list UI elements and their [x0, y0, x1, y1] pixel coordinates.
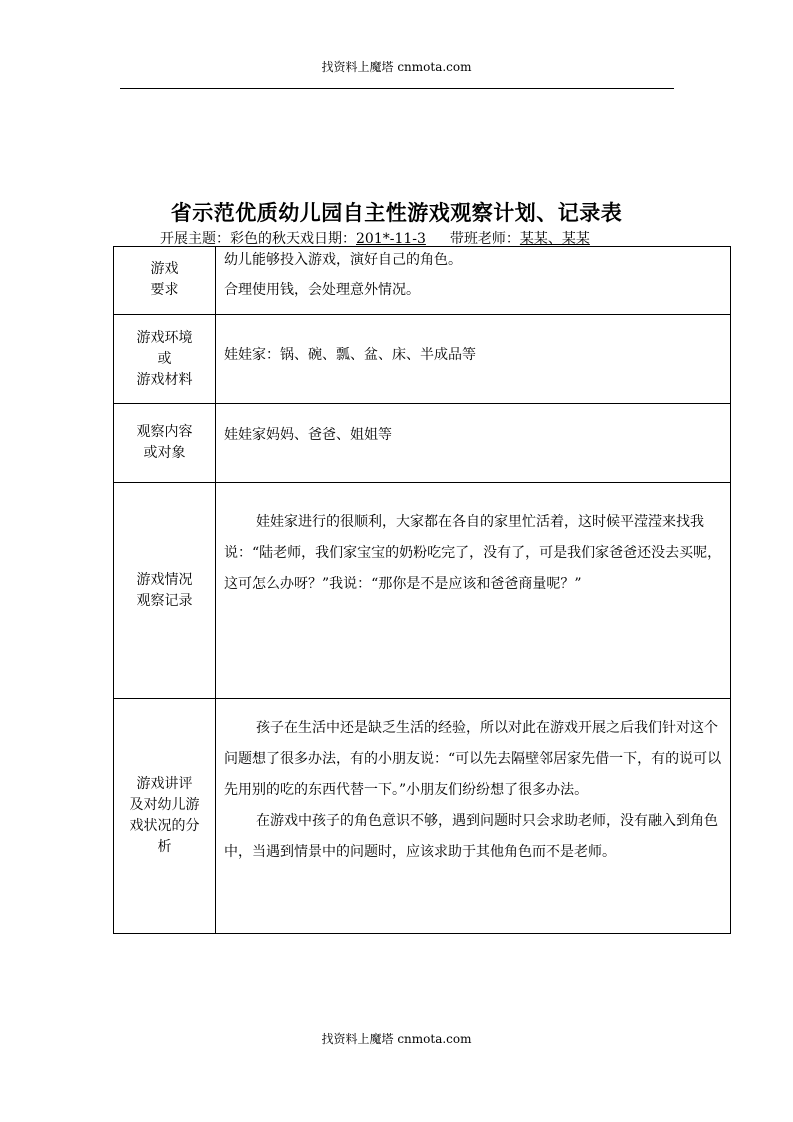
- requirement-item: 合理使用钱，会处理意外情况。: [224, 282, 420, 298]
- label-line: 游戏情况: [136, 571, 193, 588]
- document-title: 省示范优质幼儿园自主性游戏观察计划、记录表: [170, 200, 623, 225]
- label-line: 戏状况的分: [129, 818, 200, 834]
- label-line: 及对幼儿游: [129, 797, 200, 813]
- record-paragraph: 娃娃家进行的很顺利，大家都在各自的家里忙活着，这时候平滢滢来找我说：“陆老师，我们家宝宝的奶粉吃完了，没有了，可是我们家爸爸还没去买呢，这可怎么办呀？”我说：“那你是不是应该和爸爸商量呢？”: [224, 514, 722, 592]
- label-line: 游戏: [150, 261, 179, 277]
- analysis-paragraph: 在游戏中孩子的角色意识不够，遇到问题时只会求助老师，没有融入到角色中，当遇到情景中的问题时，应该求助于其他角色而不是老师。: [224, 813, 718, 860]
- label-line: 或对象: [143, 445, 186, 461]
- row-requirements: [114, 247, 731, 315]
- record-table: [113, 246, 731, 934]
- content-observation-target: [216, 404, 731, 483]
- row-environment: [114, 315, 731, 404]
- date-value: 201*-11-3: [356, 231, 426, 247]
- row-record: [114, 483, 731, 699]
- content-environment: [216, 315, 731, 404]
- label-line: 游戏环境: [136, 329, 193, 346]
- label-observation-target: [114, 404, 216, 483]
- requirement-item: 幼儿能够投入游戏，演好自己的角色。: [224, 252, 462, 268]
- observation-target-text: 娃娃家妈妈、爸爸、姐姐等: [224, 427, 392, 443]
- page-header: 找资料上魔塔 cnmota.com: [321, 60, 472, 74]
- row-analysis: [114, 699, 731, 934]
- label-requirements: [114, 247, 216, 315]
- page-footer: 找资料上魔塔 cnmota.com: [321, 1032, 472, 1046]
- analysis-paragraph: 孩子在生活中还是缺乏生活的经验，所以对此在游戏开展之后我们针对这个问题想了很多办法，有的小朋友说：“可以先去隔壁邻居家先借一下，有的说可以先用别的吃的东西代替一下。”小朋友们纷纷想了很多办法。: [224, 720, 722, 798]
- label-record: [114, 483, 216, 699]
- row-observation-target: [114, 404, 731, 483]
- label-line: 或: [157, 350, 172, 367]
- content-analysis: [216, 699, 731, 934]
- label-analysis: [114, 699, 216, 934]
- header-divider: [120, 88, 674, 89]
- label-environment: [114, 315, 216, 404]
- teacher-value: 某某、某某: [519, 231, 590, 247]
- label-line: 要求: [150, 282, 179, 298]
- label-line: 观察内容: [136, 424, 193, 440]
- content-requirements: [216, 247, 731, 315]
- theme-and-date-label: 开展主题：彩色的秋天戏日期：: [160, 231, 356, 247]
- label-line: 游戏讲评: [136, 776, 193, 792]
- environment-text: 娃娃家：锅、碗、瓢、盆、床、半成品等: [224, 347, 476, 363]
- label-line: 析: [157, 839, 172, 855]
- label-line: 游戏材料: [136, 371, 193, 388]
- teacher-label: 带班老师：: [449, 231, 520, 247]
- label-line: 观察记录: [136, 592, 193, 609]
- content-record: [216, 483, 731, 699]
